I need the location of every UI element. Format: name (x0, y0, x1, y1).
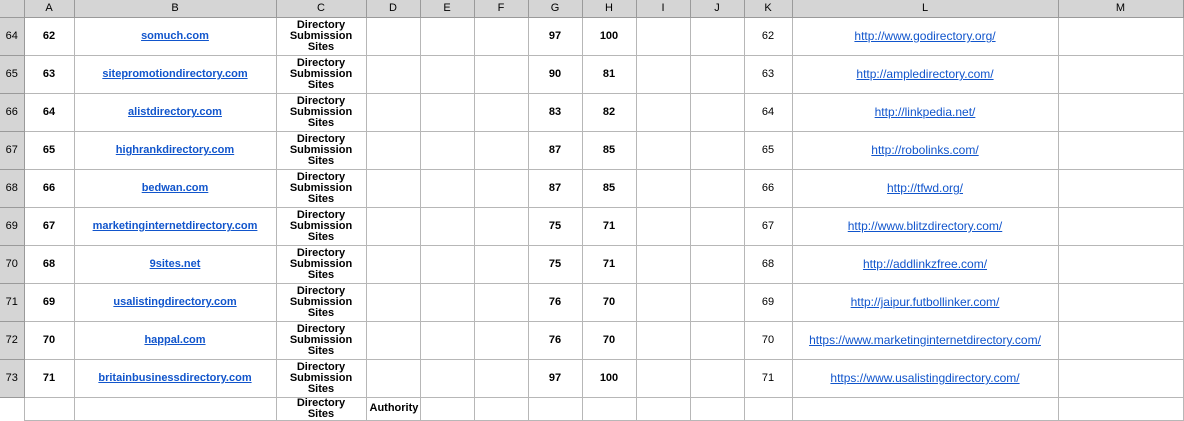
cell-d[interactable] (366, 169, 420, 207)
cell-f[interactable] (474, 397, 528, 420)
cell-b[interactable] (74, 397, 276, 420)
cell-e[interactable] (420, 245, 474, 283)
cell-k[interactable]: 66 (744, 169, 792, 207)
table-row[interactable] (0, 93, 1183, 131)
cell-m[interactable] (1058, 55, 1183, 93)
column-header-m[interactable]: M (1058, 0, 1183, 17)
column-header-row (0, 0, 1183, 17)
cell-i[interactable] (636, 397, 690, 420)
cell-d[interactable] (366, 131, 420, 169)
cell-f[interactable] (474, 283, 528, 321)
cell-e[interactable] (420, 55, 474, 93)
cell-m[interactable] (1058, 17, 1183, 55)
cell-h[interactable]: 71 (582, 207, 636, 245)
cell-e[interactable] (420, 207, 474, 245)
cell-c[interactable]: Directory Submission Sites (276, 17, 366, 55)
row-header[interactable]: 71 (0, 283, 24, 321)
url-link[interactable]: http://addlinkzfree.com/ (862, 257, 988, 271)
cell-c[interactable]: Directory Submission Sites (276, 245, 366, 283)
cell-f[interactable] (474, 169, 528, 207)
cell-k[interactable]: 65 (744, 131, 792, 169)
column-header-c[interactable]: C (276, 0, 366, 17)
cell-m[interactable] (1058, 245, 1183, 283)
url-link[interactable]: https://www.marketinginternetdirectory.com/ (809, 333, 1041, 347)
table-row[interactable] (0, 321, 1183, 359)
cell-d[interactable] (366, 283, 420, 321)
cell-m[interactable] (1058, 131, 1183, 169)
url-link[interactable]: http://tfwd.org/ (886, 181, 964, 195)
cell-d[interactable] (366, 321, 420, 359)
cell-b[interactable] (74, 93, 276, 131)
cell-i[interactable] (636, 359, 690, 397)
row-header[interactable]: 72 (0, 321, 24, 359)
cell-h[interactable]: 85 (582, 169, 636, 207)
cell-c[interactable]: Directory Submission Sites (276, 93, 366, 131)
cell-c[interactable]: Directory Submission Sites (276, 283, 366, 321)
cell-j[interactable] (690, 93, 744, 131)
cell-d[interactable] (366, 359, 420, 397)
cell-a[interactable]: 63 (24, 55, 74, 93)
cell-j[interactable] (690, 359, 744, 397)
cell-l[interactable] (792, 17, 1058, 55)
cell-g[interactable]: 97 (528, 359, 582, 397)
cell-b[interactable] (74, 321, 276, 359)
cell-m[interactable] (1058, 359, 1183, 397)
cell-m[interactable] (1058, 397, 1183, 420)
site-link[interactable]: usalistingdirectory.com (113, 296, 237, 308)
cell-k[interactable]: 62 (744, 17, 792, 55)
cell-j[interactable] (690, 207, 744, 245)
cell-b[interactable] (74, 169, 276, 207)
table-row[interactable] (0, 245, 1183, 283)
cell-c[interactable]: Directory Submission Sites (276, 131, 366, 169)
url-link[interactable]: http://robolinks.com/ (871, 143, 979, 157)
cell-f[interactable] (474, 359, 528, 397)
cell-a[interactable] (24, 397, 74, 420)
cell-i[interactable] (636, 131, 690, 169)
cell-f[interactable] (474, 93, 528, 131)
cell-i[interactable] (636, 169, 690, 207)
column-header-e[interactable]: E (420, 0, 474, 17)
cell-g[interactable]: 76 (528, 321, 582, 359)
column-header-g[interactable]: G (528, 0, 582, 17)
cell-j[interactable] (690, 17, 744, 55)
cell-d[interactable] (366, 207, 420, 245)
cell-c[interactable]: Directory Submission Sites (276, 321, 366, 359)
cell-f[interactable] (474, 321, 528, 359)
cell-j[interactable] (690, 55, 744, 93)
cell-h[interactable]: 82 (582, 93, 636, 131)
cell-c[interactable]: Directory Submission Sites (276, 55, 366, 93)
table-row[interactable] (0, 283, 1183, 321)
cell-m[interactable] (1058, 321, 1183, 359)
cell-l[interactable] (792, 397, 1058, 420)
cell-j[interactable] (690, 397, 744, 420)
cell-g[interactable]: 87 (528, 131, 582, 169)
row-header[interactable]: 73 (0, 359, 24, 397)
row-header[interactable]: 64 (0, 17, 24, 55)
site-link[interactable]: sitepromotiondirectory.com (102, 68, 248, 80)
cell-f[interactable] (474, 245, 528, 283)
table-row[interactable] (0, 17, 1183, 55)
cell-d[interactable] (366, 55, 420, 93)
cell-b[interactable] (74, 283, 276, 321)
cell-b[interactable] (74, 245, 276, 283)
cell-j[interactable] (690, 321, 744, 359)
cell-e[interactable] (420, 397, 474, 420)
cell-i[interactable] (636, 207, 690, 245)
table-row[interactable] (0, 55, 1183, 93)
site-link[interactable]: highrankdirectory.com (115, 144, 235, 156)
cell-i[interactable] (636, 321, 690, 359)
column-header-f[interactable]: F (474, 0, 528, 17)
cell-d[interactable] (366, 245, 420, 283)
cell-j[interactable] (690, 283, 744, 321)
cell-l[interactable] (792, 169, 1058, 207)
row-header[interactable]: 65 (0, 55, 24, 93)
cell-g[interactable]: 87 (528, 169, 582, 207)
cell-l[interactable] (792, 93, 1058, 131)
cell-a[interactable]: 67 (24, 207, 74, 245)
cell-d[interactable] (366, 17, 420, 55)
cell-i[interactable] (636, 245, 690, 283)
site-link[interactable]: bedwan.com (141, 182, 209, 194)
cell-k[interactable]: 70 (744, 321, 792, 359)
cell-k[interactable]: 64 (744, 93, 792, 131)
row-header[interactable]: 69 (0, 207, 24, 245)
cell-k[interactable]: 69 (744, 283, 792, 321)
cell-f[interactable] (474, 17, 528, 55)
cell-c[interactable]: Directory Submission Sites (276, 207, 366, 245)
cell-h[interactable]: 100 (582, 17, 636, 55)
cell-h[interactable]: 70 (582, 283, 636, 321)
column-header-j[interactable]: J (690, 0, 744, 17)
cell-i[interactable] (636, 283, 690, 321)
cell-c[interactable]: Directory Sites (276, 397, 366, 420)
cell-h[interactable]: 71 (582, 245, 636, 283)
cell-h[interactable]: 100 (582, 359, 636, 397)
cell-f[interactable] (474, 207, 528, 245)
cell-d[interactable] (366, 93, 420, 131)
cell-h[interactable]: 85 (582, 131, 636, 169)
cell-l[interactable] (792, 359, 1058, 397)
row-header[interactable]: 66 (0, 93, 24, 131)
cell-b[interactable] (74, 207, 276, 245)
column-header-h[interactable]: H (582, 0, 636, 17)
cell-a[interactable]: 69 (24, 283, 74, 321)
cell-e[interactable] (420, 93, 474, 131)
cell-g[interactable]: 90 (528, 55, 582, 93)
row-header[interactable]: 68 (0, 169, 24, 207)
site-link[interactable]: alistdirectory.com (128, 106, 222, 118)
table-row[interactable] (0, 169, 1183, 207)
cell-e[interactable] (420, 131, 474, 169)
cell-h[interactable]: 70 (582, 321, 636, 359)
cell-a[interactable]: 70 (24, 321, 74, 359)
site-link[interactable]: happal.com (144, 334, 206, 346)
cell-l[interactable] (792, 207, 1058, 245)
cell-a[interactable]: 68 (24, 245, 74, 283)
cell-a[interactable]: 71 (24, 359, 74, 397)
cell-l[interactable] (792, 55, 1058, 93)
column-header-d[interactable]: D (366, 0, 420, 17)
cell-l[interactable] (792, 283, 1058, 321)
cell-e[interactable] (420, 321, 474, 359)
cell-e[interactable] (420, 359, 474, 397)
cell-k[interactable]: 63 (744, 55, 792, 93)
cell-m[interactable] (1058, 169, 1183, 207)
cell-a[interactable]: 62 (24, 17, 74, 55)
cell-b[interactable] (74, 131, 276, 169)
cell-j[interactable] (690, 245, 744, 283)
cell-k[interactable]: 71 (744, 359, 792, 397)
cell-l[interactable] (792, 245, 1058, 283)
cell-l[interactable] (792, 131, 1058, 169)
cell-b[interactable] (74, 359, 276, 397)
cell-h[interactable] (582, 397, 636, 420)
cell-b[interactable] (74, 55, 276, 93)
cell-k[interactable] (744, 397, 792, 420)
column-header-a[interactable]: A (24, 0, 74, 17)
cell-a[interactable]: 66 (24, 169, 74, 207)
cell-e[interactable] (420, 283, 474, 321)
url-link[interactable]: http://jaipur.futbollinker.com/ (850, 295, 1000, 309)
cell-g[interactable]: 83 (528, 93, 582, 131)
row-header[interactable]: 70 (0, 245, 24, 283)
cell-f[interactable] (474, 55, 528, 93)
cell-m[interactable] (1058, 207, 1183, 245)
row-header-partial[interactable] (0, 397, 24, 420)
table-row-partial[interactable] (0, 397, 1183, 420)
site-link[interactable]: marketinginternetdirectory.com (92, 220, 258, 232)
url-link[interactable]: http://ampledirectory.com/ (856, 67, 994, 81)
row-header[interactable]: 67 (0, 131, 24, 169)
column-header-l[interactable]: L (792, 0, 1058, 17)
cell-g[interactable]: 75 (528, 245, 582, 283)
cell-f[interactable] (474, 131, 528, 169)
site-link[interactable]: somuch.com (141, 30, 209, 42)
column-header-b[interactable]: B (74, 0, 276, 17)
column-header-k[interactable]: K (744, 0, 792, 17)
cell-i[interactable] (636, 17, 690, 55)
cell-k[interactable]: 67 (744, 207, 792, 245)
url-link[interactable]: http://linkpedia.net/ (874, 105, 976, 119)
table-row[interactable] (0, 207, 1183, 245)
cell-i[interactable] (636, 55, 690, 93)
cell-g[interactable]: 97 (528, 17, 582, 55)
column-header-i[interactable]: I (636, 0, 690, 17)
cell-h[interactable]: 81 (582, 55, 636, 93)
cell-g[interactable] (528, 397, 582, 420)
cell-c[interactable]: Directory Submission Sites (276, 359, 366, 397)
site-link[interactable]: britainbusinessdirectory.com (98, 372, 252, 384)
cell-m[interactable] (1058, 93, 1183, 131)
url-link[interactable]: https://www.usalistingdirectory.com/ (830, 371, 1020, 385)
cell-c[interactable]: Directory Submission Sites (276, 169, 366, 207)
cell-k[interactable]: 68 (744, 245, 792, 283)
cell-a[interactable]: 65 (24, 131, 74, 169)
url-link[interactable]: http://www.blitzdirectory.com/ (847, 219, 1003, 233)
cell-l[interactable] (792, 321, 1058, 359)
table-row[interactable] (0, 131, 1183, 169)
cell-e[interactable] (420, 169, 474, 207)
cell-j[interactable] (690, 169, 744, 207)
cell-g[interactable]: 76 (528, 283, 582, 321)
url-link[interactable]: http://www.godirectory.org/ (854, 29, 996, 43)
table-row[interactable] (0, 359, 1183, 397)
cell-g[interactable]: 75 (528, 207, 582, 245)
select-all-corner[interactable] (0, 0, 24, 17)
cell-b[interactable] (74, 17, 276, 55)
cell-j[interactable] (690, 131, 744, 169)
cell-m[interactable] (1058, 283, 1183, 321)
cell-a[interactable]: 64 (24, 93, 74, 131)
cell-i[interactable] (636, 93, 690, 131)
cell-e[interactable] (420, 17, 474, 55)
cell-d[interactable]: Authority (366, 397, 420, 420)
site-link[interactable]: 9sites.net (149, 258, 201, 270)
